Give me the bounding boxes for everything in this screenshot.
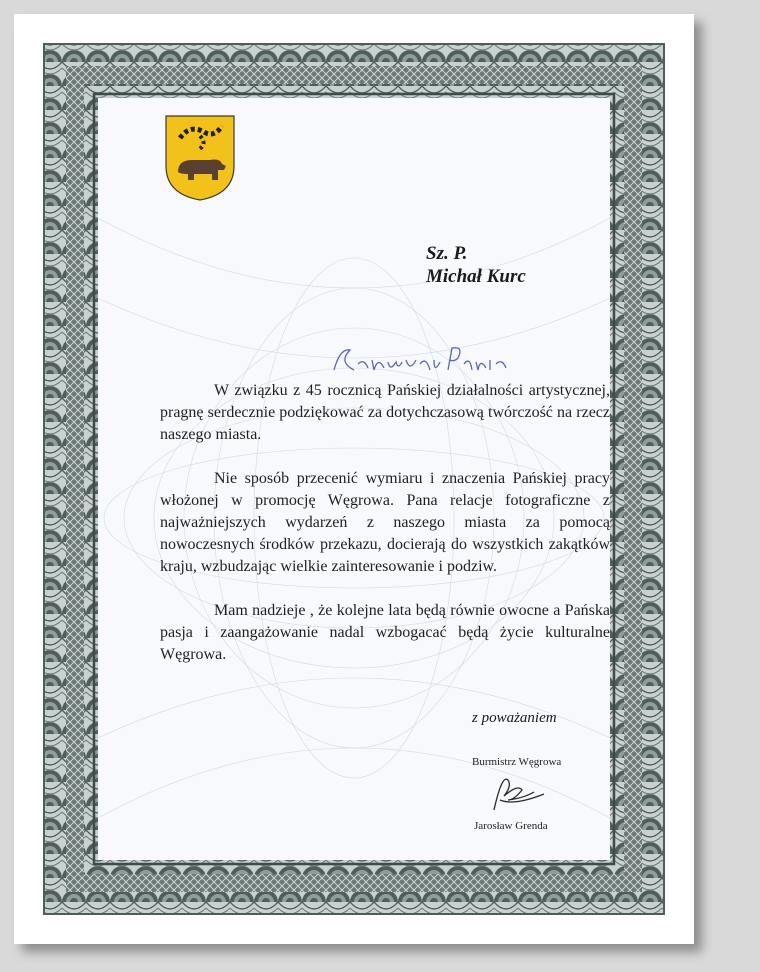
- certificate-page: [14, 14, 694, 944]
- addressee-line-1: Sz. P.: [426, 243, 468, 264]
- signer-title: Burmistrz Węgrowa: [472, 756, 562, 768]
- addressee-line-2: Michał Kurc: [426, 266, 526, 287]
- handwritten-salutation: [330, 340, 510, 380]
- paragraph-1: W związku z 45 rocznicą Pańskiej działalności artystycznej, pragnę serdecznie podziękować za dotychczasową twórczość na rzecz naszego miasta.: [160, 382, 610, 443]
- paragraph-2: Nie sposób przecenić wymiaru i znaczenia Pańskiej pracy włożonej w promocję Węgrowa. Pana relacje fotograficzne z najważniejszych wydarzeń z naszego miasta za pomocą nowoczesnych środków przekazu, docierają do wszystkich zakątków kraju, wzbudzając wielkie zainteresowanie i podziw.: [160, 470, 610, 575]
- coat-of-arms-icon: [164, 114, 236, 202]
- handwritten-signature-icon: [474, 770, 564, 814]
- paragraph-3: Mam nadzieje , że kolejne lata będą równie owocne a Pańska pasja i zaangażowanie nadal wzbogacać będą życie kulturalne Węgrowa.: [160, 602, 610, 663]
- signer-name: Jarosław Grenda: [474, 820, 548, 832]
- closing-text: z poważaniem: [472, 710, 557, 726]
